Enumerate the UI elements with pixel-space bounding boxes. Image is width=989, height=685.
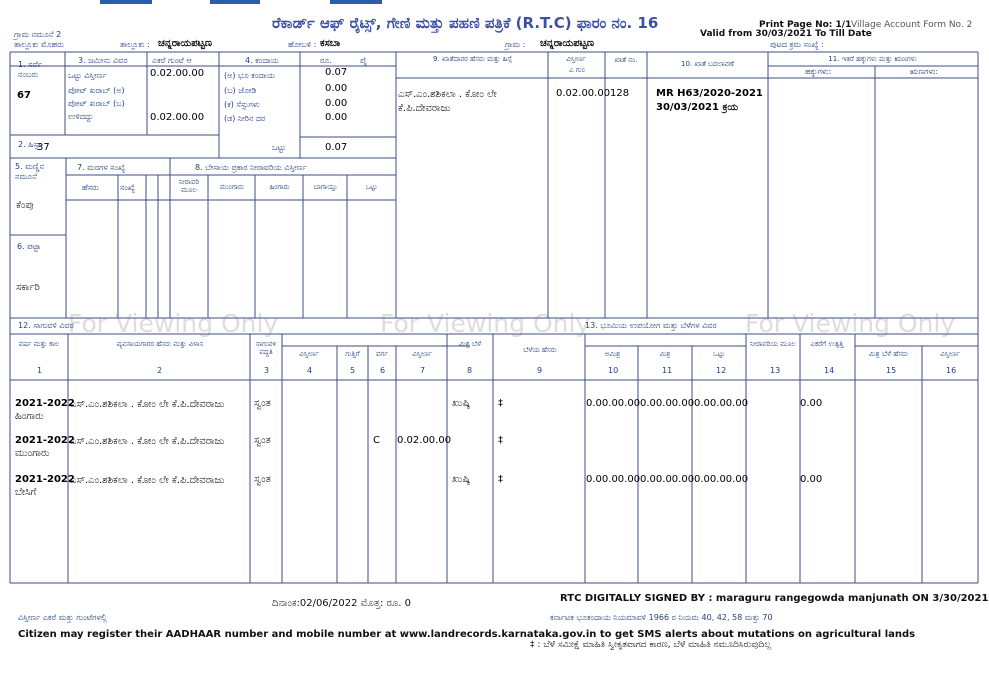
patta-label: 6. ಪಟ್ಟಾ — [17, 242, 41, 251]
row-farmer: ಎಸ್.ಎಂ.ಶಶಿಕಲಾ . ಕೋಂ ಲೇ ಕೆ.ಪಿ.ದೇವರಾಜು — [70, 475, 225, 486]
col-header: ವಿಸ್ತೀರ್ಣ — [412, 350, 432, 358]
col-number: 2 — [157, 366, 163, 375]
row-mode: ಸ್ವಂತ — [254, 474, 271, 485]
row-mixed: 0.00.00.00 — [640, 474, 695, 485]
tax-row-value: 0.00 — [325, 112, 348, 123]
row-total: 0.00.00.00 — [694, 474, 749, 485]
hissa-number: 37 — [37, 142, 50, 153]
col-number: 5 — [350, 366, 356, 375]
tax-row-label: (ಕ) ಸೆಸ್ಸುಗಳು — [224, 100, 260, 109]
watermark-text: For Viewing Only — [68, 309, 279, 338]
col-header: ಮಿಶ್ರ ಬೆಳೆ ಹೆಸರು — [868, 350, 909, 358]
col-number: 15 — [886, 366, 897, 375]
tax-row-label: (ಬ) ಜೋಡಿ — [224, 86, 257, 95]
tax-label: 4. ಕಂದಾಯ — [245, 56, 279, 65]
mutation-ref: MR H63/2020-2021 — [656, 88, 763, 99]
dagger-note: ‡ : ಬೆಳೆ ಸಮೀಕ್ಷೆ ಮಾಹಿತಿ ಸ್ವೀಕೃತವಾಗದ ಕಾರಣ, ಬೆಳೆ ಮಾಹಿತಿ ನಮೂದಿಸಿರುವುದಿಲ್ಲ — [530, 640, 772, 650]
row-season: ಮುಂಗಾರು — [15, 448, 50, 459]
rights-sub-label: ಹಕ್ಕುಗಳು: — [805, 67, 832, 76]
row-year: 2021-2022 — [15, 398, 75, 409]
khata-number: 128 — [610, 88, 630, 99]
owner-name: ಎಸ್.ಎಂ.ಶಶಿಕಲಾ . ಕೋಂ ಲೇ ಕೆ.ಪಿ.ದೇವರಾಜು — [398, 89, 497, 114]
row-mark: ‡ — [498, 435, 503, 446]
col-number: 7 — [420, 366, 426, 375]
col-header: ಗುತ್ತಿಗೆ — [345, 350, 360, 358]
tax-row-value: 0.00 — [325, 98, 348, 109]
tax-row-label: (ಅ) ಭೂ ಕಂದಾಯ — [224, 71, 275, 80]
row-year: 2021-2022 — [15, 435, 75, 446]
valid-from: Valid from 30/03/2021 To Till Date — [700, 29, 872, 39]
col-number: 12 — [716, 366, 727, 375]
row-mark: ‡ — [498, 398, 503, 409]
row-mode: ಸ್ವಂತ — [254, 435, 271, 446]
col-number: 9 — [537, 366, 543, 375]
tax-row-value: 0.00 — [325, 83, 348, 94]
col-number: 3 — [264, 366, 270, 375]
irrigation-col: ಬಾಗಾಯ್ತು — [313, 183, 338, 191]
row-farmer: ಎಸ್.ಎಂ.ಶಶಿಕಲಾ . ಕೋಂ ಲೇ ಕೆ.ಪಿ.ದೇವರಾಜು — [70, 399, 225, 410]
owner-area: 0.02.00.00 — [556, 88, 611, 99]
row-class: C — [373, 435, 380, 446]
village-value: ಚನ್ನರಾಯಪಟ್ಟಣ — [540, 38, 595, 49]
trees-header: 7. ಮರಗಳ ಸಂಖ್ಯೆ — [77, 163, 126, 172]
col-header: ವರ್ಗ — [376, 350, 388, 358]
col-number: 1 — [37, 366, 43, 375]
total-area-label: ಒಟ್ಟು ವಿಸ್ತೀರ್ಣ — [68, 71, 107, 80]
owner-header: 9. ಖಾತೆದಾರರ ಹೆಸರು ಮತ್ತು ಹಿಸ್ಸೆ — [433, 55, 512, 63]
irrigation-col: ಹಿಂಗಾರು — [269, 183, 290, 191]
col-header: ಮಿಶ್ರ — [659, 350, 671, 358]
tax-row-value: 0.07 — [325, 67, 348, 78]
col-number: 4 — [307, 366, 313, 375]
soil-value: ಕೆಂಪು — [16, 200, 34, 211]
row-crop: ಖುಷ್ಕಿ — [452, 398, 471, 409]
cultivation-section-label: 12. ಸಾಗುವಳಿ ವಿವರ — [18, 321, 74, 330]
mutation-header: 10. ಖಾತೆ ಬದಲಾವಣೆ — [681, 60, 734, 68]
taluk-field-label: ತಾಲ್ಲೂಕು : — [120, 40, 150, 49]
tax-row-label: (ಡ) ನೀರಿನ ದರ — [224, 114, 266, 123]
trees-name-col: ಹೆಸರು — [82, 183, 99, 192]
balance-area-value: 0.02.00.00 — [150, 112, 205, 123]
act-note: ಕರ್ನಾಟಕ ಭೂಕಂದಾಯ ನಿಯಮಾವಳಿ 1966 ರ ನಿಯಮ 40, 42, 58 ಮತ್ತು 70 — [550, 613, 773, 622]
land-type-label: 3. ಜಮೀನು ವಿವರ — [78, 56, 128, 65]
issue-date: ದಿನಾಂಕ:02/06/2022 ಮೊತ್ತ: ರೂ. 0 — [272, 598, 411, 609]
col-number: 13 — [770, 366, 781, 375]
tax-total-value: 0.07 — [325, 142, 348, 153]
page-serial-label: ಪುಟದ ಕ್ರಮ ಸಂಖ್ಯೆ : — [770, 40, 824, 49]
irrigation-col: ಮುಂಗಾರು — [219, 183, 245, 191]
col-header: ಮಿಶ್ರ ಬೆಳೆ — [458, 340, 482, 348]
land-use-section-label: 13. ಭೂಮಿಯ ಉಪಯೋಗ ಮತ್ತು ಬೆಳೆಗಳ ವಿವರ — [585, 321, 717, 330]
mutation-date: 30/03/2021 ಕ್ರಯ — [656, 102, 739, 113]
row-mark: ‡ — [498, 474, 503, 485]
col-header: ಎಕರೆಗೆ ಉತ್ಪತ್ತಿ — [810, 340, 844, 348]
soil-label: 5. ಮಣ್ಣಿನ ನಮೂನೆ — [15, 162, 45, 181]
hobli-value: ಕಸಬಾ — [320, 38, 341, 49]
col-number: 11 — [662, 366, 673, 375]
row-yield: 0.00 — [800, 474, 823, 485]
watermark-text: For Viewing Only — [745, 309, 956, 338]
taluk-value: ಚನ್ನರಾಯಪಟ್ಟಣ — [158, 38, 213, 49]
irrigation-col: ಒಟ್ಟು — [365, 183, 378, 191]
digital-signature: RTC DIGITALLY SIGNED BY : maraguru rangegowda manjunath ON 3/30/2021 — [560, 593, 989, 604]
row-unmixed: 0.00.00.00 — [586, 474, 641, 485]
liabilities-sub-label: ಋಣಗಳು: — [910, 67, 939, 76]
row-mode: ಸ್ವಂತ — [254, 398, 271, 409]
irrigation-col: ನೀರಾವರಿ ಮೂಲ — [178, 178, 200, 195]
col-header: ವಿಸ್ತೀರ್ಣ — [940, 350, 960, 358]
total-area-value: 0.02.00.00 — [150, 68, 205, 79]
row-total: 0.00.00.00 — [694, 398, 749, 409]
survey-number: 67 — [17, 90, 31, 101]
col-header: ವ್ಯವಸಾಯಗಾರರ ಹೆಸರು ಮತ್ತು ವಿಳಾಸ — [116, 340, 204, 348]
row-unmixed: 0.00.00.00 — [586, 398, 641, 409]
row-area: 0.02.00.00 — [397, 435, 452, 446]
kharab-a-label: ಪೋಟ್ ಖರಾಬ್ (ಅ) — [68, 86, 125, 95]
owner-area-units: ಎ ಗುಂ — [569, 66, 585, 74]
survey-label: 1. ಸರ್ವೆ ನಂಬರು — [18, 60, 43, 79]
row-yield: 0.00 — [800, 398, 823, 409]
col-header: ನೀರಾವರಿಯ ಮೂಲ — [750, 340, 796, 348]
col-header: ಅಮಿಶ್ರ — [604, 350, 621, 358]
row-year: 2021-2022 — [15, 474, 75, 485]
col-header: ಸಾಗುವಳಿ ಪದ್ಧತಿ — [255, 340, 277, 357]
irrigation-header: 8. ಬೇಸಾಯ ಪ್ರಕಾರ ನೀರಾವರಿಯ ವಿಸ್ತೀರ್ಣ — [195, 163, 307, 172]
village-form-label: ಗ್ರಾಮ ನಮೂನೆ 2 — [14, 30, 62, 39]
area-note: ವಿಸ್ತೀರ್ಣ ಎಕರೆ ಮತ್ತು ಗುಂಟೆಗಳಲ್ಲಿ — [18, 613, 107, 622]
tax-total-label: ಒಟ್ಟು — [272, 143, 286, 152]
trees-count-col: ಸಂಖ್ಯೆ — [120, 183, 136, 192]
paise-label: ಪೈ — [360, 56, 367, 65]
col-header: ಬೆಳೆಯ ಹೆಸರು — [523, 346, 557, 354]
col-number: 10 — [608, 366, 619, 375]
page-title: ರೆಕಾರ್ಡ್ ಆಫ್ ರೈಟ್ಸ್, ಗೇಣಿ ಮತ್ತು ಪಹಣಿ ಪತ್ರಿಕೆ (R.T.C) ಫಾರಂ ನಂ. 16 — [272, 14, 659, 32]
col-number: 16 — [946, 366, 957, 375]
row-season: ಹಿಂಗಾರು — [15, 411, 44, 422]
hobli-label: ಹೋಬಳಿ : — [288, 40, 317, 49]
row-season: ಬೇಸಿಗೆ — [15, 487, 37, 498]
row-mixed: 0.00.00.00 — [640, 398, 695, 409]
owner-area-header: ವಿಸ್ತೀರ್ಣ — [566, 55, 586, 63]
col-header: ಒಟ್ಟು — [712, 350, 725, 358]
patta-value: ಸರ್ಕಾರಿ — [16, 282, 40, 293]
watermark-text: For Viewing Only — [380, 309, 591, 338]
taluk-seal-label: ತಾಲ್ಲೂಕು ಮೊಹರು — [14, 40, 64, 49]
col-header: ವಿಸ್ತೀರ್ಣ — [299, 350, 319, 358]
rights-header: 11. ಇತರೆ ಹಕ್ಕುಗಳು ಮತ್ತು ಋಣಗಳು — [828, 55, 917, 63]
kharab-b-label: ಪೋಟ್ ಖರಾಬ್ (ಬ) — [68, 99, 125, 108]
balance-area-label: ಉಳಿದದ್ದು — [68, 112, 94, 121]
col-header: ವರ್ಷ ಮತ್ತು ಕಾಲ — [18, 340, 60, 348]
khata-header: ಖಾತೆ ನಂ. — [614, 56, 638, 64]
form-name: Village Account Form No. 2 — [851, 20, 973, 30]
col-number: 6 — [380, 366, 386, 375]
row-crop: ಖುಷ್ಕಿ — [452, 474, 471, 485]
hissa-label: 2. ಹಿಸ್ಸಾ — [18, 140, 42, 149]
rupee-label: ರೂ. — [320, 56, 332, 65]
print-page-no: Print Page No: 1/1 — [759, 20, 852, 30]
area-units-header: ಎಕರೆ ಗುಂಟೆ ಆ — [152, 56, 192, 65]
row-farmer: ಎಸ್.ಎಂ.ಶಶಿಕಲಾ . ಕೋಂ ಲೇ ಕೆ.ಪಿ.ದೇವರಾಜು — [70, 436, 225, 447]
aadhaar-notice: Citizen may register their AADHAAR number and mobile number at www.landrecords.karnataka.gov.in to get SMS alerts about mutations on agricultural lands — [18, 629, 916, 640]
col-number: 8 — [467, 366, 473, 375]
col-number: 14 — [824, 366, 835, 375]
village-label: ಗ್ರಾಮ : — [505, 40, 526, 49]
